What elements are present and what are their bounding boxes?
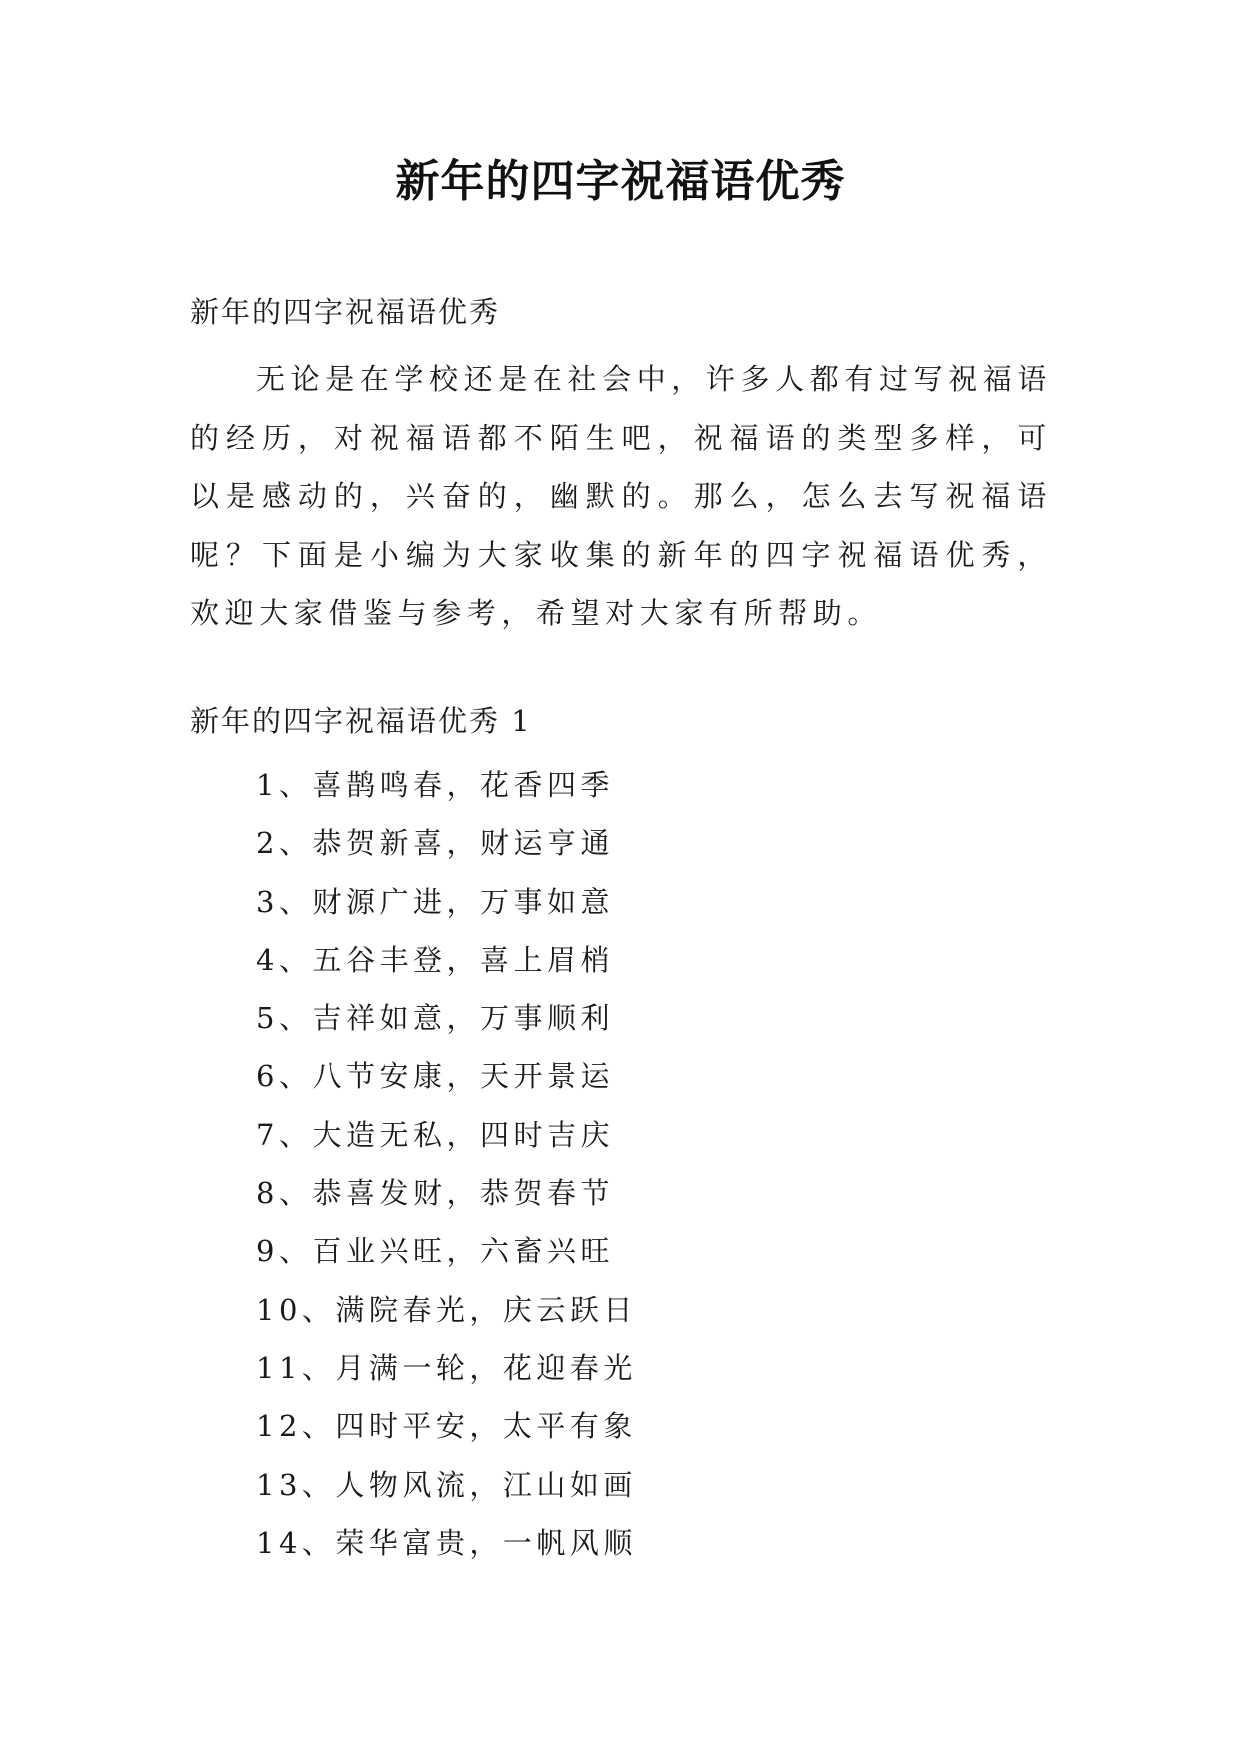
document-title: 新年的四字祝福语优秀 xyxy=(395,156,846,207)
wish-list xyxy=(256,756,637,1572)
list-item: 12、四时平安，太平有象 xyxy=(256,1409,637,1444)
intro-paragraph: 无论是在学校还是在社会中，许多人都有过写祝福语的经历，对祝福语都不陌生吧，祝福语的类型多样，可以是感动的，兴奋的，幽默的。那么，怎么去写祝福语呢？下面是小编为大家收集的新年的四字祝福语优秀，欢迎大家借鉴与参考，希望对大家有所帮助。 xyxy=(190,362,1052,630)
list-item: 11、月满一轮，花迎春光 xyxy=(256,1350,637,1385)
list-item: 10、满院春光，庆云跃日 xyxy=(256,1292,637,1327)
section-heading: 新年的四字祝福语优秀 1 xyxy=(190,704,532,738)
list-item: 3、财源广进，万事如意 xyxy=(256,884,614,919)
list-item: 8、恭喜发财，恭贺春节 xyxy=(256,1176,614,1211)
list-item: 7、大造无私，四时吉庆 xyxy=(256,1117,614,1152)
list-item: 5、吉祥如意，万事顺利 xyxy=(256,1001,614,1036)
document-subtitle: 新年的四字祝福语优秀 xyxy=(190,295,501,329)
list-item: 9、百业兴旺，六畜兴旺 xyxy=(256,1234,614,1269)
list-item: 14、荣华富贵，一帆风顺 xyxy=(256,1525,637,1560)
list-item: 2、恭贺新喜，财运亨通 xyxy=(256,826,614,861)
list-item: 6、八节安康，天开景运 xyxy=(256,1059,614,1094)
list-item: 13、人物风流，江山如画 xyxy=(256,1467,637,1502)
list-item: 4、五谷丰登，喜上眉梢 xyxy=(256,942,614,977)
list-item: 1、喜鹊鸣春，花香四季 xyxy=(256,768,614,802)
